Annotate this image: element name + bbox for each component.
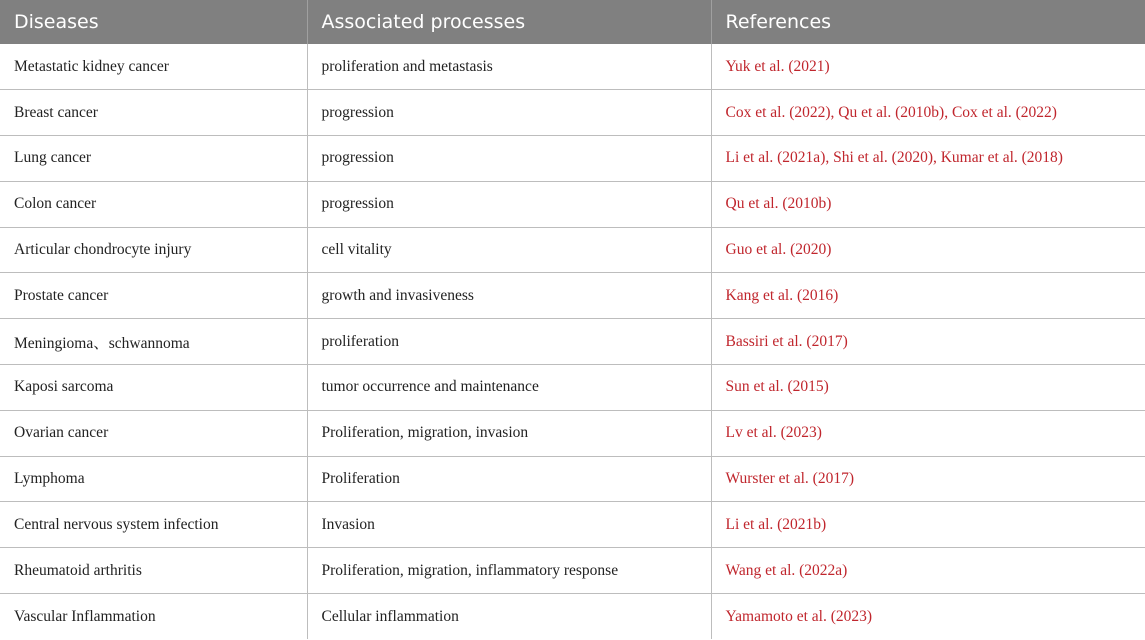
process-cell: Cellular inflammation <box>307 594 711 640</box>
disease-cell: Prostate cancer <box>0 273 307 319</box>
header-row <box>0 0 1145 44</box>
table-row <box>0 136 1145 182</box>
disease-cell: Ovarian cancer <box>0 410 307 456</box>
reference-link[interactable]: Yamamoto et al. (2023) <box>725 607 873 625</box>
disease-cell: Articular chondrocyte injury <box>0 227 307 273</box>
reference-link[interactable]: Cox et al. (2022) <box>725 103 831 121</box>
references-cell <box>711 365 1145 411</box>
reference-link[interactable]: Qu et al. (2010b) <box>725 195 832 213</box>
process-cell: progression <box>307 181 711 227</box>
reference-link[interactable]: Kumar et al. (2018) <box>940 149 1063 167</box>
table-row <box>0 365 1145 411</box>
header-associated-processes: Associated processes <box>307 0 711 44</box>
table-row <box>0 456 1145 502</box>
reference-link[interactable]: Bassiri et al. (2017) <box>725 332 848 350</box>
table-row <box>0 90 1145 136</box>
header-diseases: Diseases <box>0 0 307 44</box>
process-cell: progression <box>307 136 711 182</box>
references-cell <box>711 273 1145 319</box>
disease-cell: Rheumatoid arthritis <box>0 548 307 594</box>
reference-link[interactable]: Li et al. (2021b) <box>725 515 827 533</box>
reference-link[interactable]: Li et al. (2021a) <box>725 149 826 167</box>
table-row <box>0 319 1145 365</box>
process-cell: tumor occurrence and maintenance <box>307 365 711 411</box>
reference-link[interactable]: Wang et al. (2022a) <box>725 561 848 579</box>
process-cell: Proliferation, migration, inflammatory response <box>307 548 711 594</box>
references-cell <box>711 136 1145 182</box>
references-cell <box>711 181 1145 227</box>
disease-cell: Breast cancer <box>0 90 307 136</box>
references-cell <box>711 227 1145 273</box>
table-body <box>0 44 1145 639</box>
reference-link[interactable]: Yuk et al. (2021) <box>725 57 830 75</box>
reference-separator: , <box>830 103 839 121</box>
disease-cell: Lymphoma <box>0 456 307 502</box>
references-cell <box>711 594 1145 640</box>
reference-link[interactable]: Guo et al. (2020) <box>725 241 832 259</box>
reference-link[interactable]: Shi et al. (2020) <box>833 149 933 167</box>
process-cell: proliferation <box>307 319 711 365</box>
process-cell: growth and invasiveness <box>307 273 711 319</box>
table-row <box>0 181 1145 227</box>
header-references: References <box>711 0 1145 44</box>
reference-link[interactable]: Qu et al. (2010b) <box>838 103 945 121</box>
references-cell <box>711 410 1145 456</box>
reference-separator: , <box>932 149 941 167</box>
disease-cell: Vascular Inflammation <box>0 594 307 640</box>
process-cell: Proliferation, migration, invasion <box>307 410 711 456</box>
process-cell: Proliferation <box>307 456 711 502</box>
reference-separator: , <box>825 149 834 167</box>
disease-cell: Central nervous system infection <box>0 502 307 548</box>
table-row <box>0 227 1145 273</box>
disease-cell: Kaposi sarcoma <box>0 365 307 411</box>
references-cell <box>711 502 1145 548</box>
process-cell: cell vitality <box>307 227 711 273</box>
reference-link[interactable]: Kang et al. (2016) <box>725 286 839 304</box>
disease-cell: Metastatic kidney cancer <box>0 44 307 90</box>
reference-link[interactable]: Sun et al. (2015) <box>725 378 829 396</box>
references-cell <box>711 44 1145 90</box>
table-row <box>0 548 1145 594</box>
references-cell <box>711 90 1145 136</box>
references-cell <box>711 548 1145 594</box>
table-row <box>0 44 1145 90</box>
process-cell: proliferation and metastasis <box>307 44 711 90</box>
table-row <box>0 273 1145 319</box>
references-cell <box>711 319 1145 365</box>
references-cell <box>711 456 1145 502</box>
reference-separator: , <box>944 103 952 121</box>
process-cell: Invasion <box>307 502 711 548</box>
reference-link[interactable]: Cox et al. (2022) <box>951 103 1057 121</box>
reference-link[interactable]: Wurster et al. (2017) <box>725 470 854 488</box>
table-row <box>0 594 1145 640</box>
disease-cell: Colon cancer <box>0 181 307 227</box>
disease-cell: Meningioma、schwannoma <box>0 319 307 365</box>
process-cell: progression <box>307 90 711 136</box>
table-header <box>0 0 1145 44</box>
table-row <box>0 502 1145 548</box>
reference-link[interactable]: Lv et al. (2023) <box>725 424 822 442</box>
table-row <box>0 410 1145 456</box>
disease-cell: Lung cancer <box>0 136 307 182</box>
